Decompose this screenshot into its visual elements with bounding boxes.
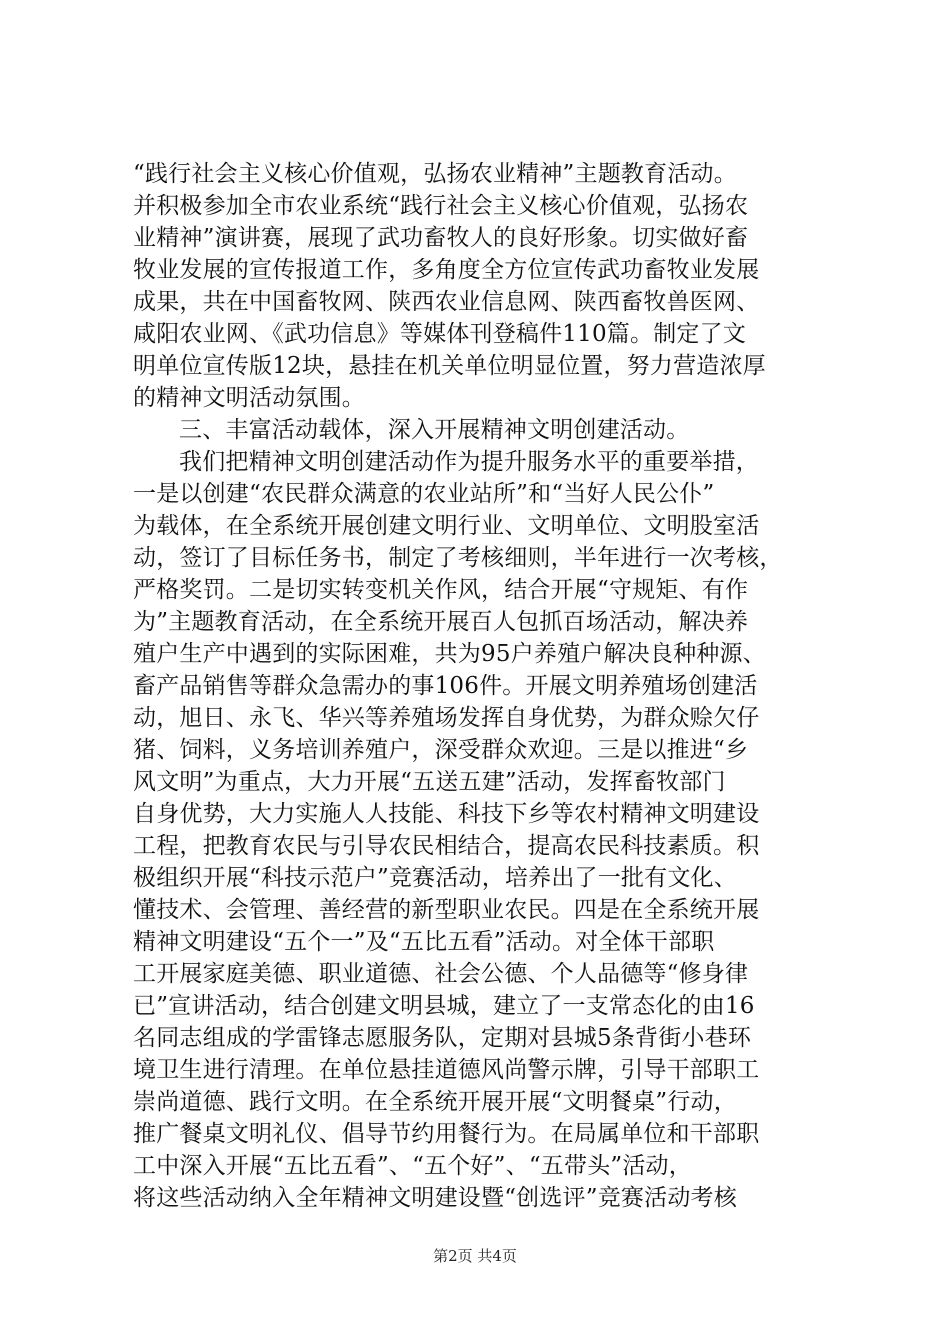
text-line: “践行社会主义核心价值观，弘扬农业精神”主题教育活动。: [133, 161, 737, 187]
text-line: 极组织开展“科技示范户”竞赛活动，培养出了一批有文化、: [133, 865, 737, 891]
text-line: 懂技术、会管理、善经营的新型职业农民。四是在全系统开展: [133, 897, 760, 923]
text-line: 一是以创建“农民群众满意的农业站所”和“当好人民公仆”: [133, 481, 715, 507]
text-line: 风文明”为重点，大力开展“五送五建”活动，发挥畜牧部门: [133, 769, 726, 795]
text-line: 并积极参加全市农业系统“践行社会主义核心价值观，弘扬农: [133, 193, 749, 219]
text-line: 为”主题教育活动，在全系统开展百人包抓百场活动，解决养: [133, 609, 749, 635]
section-heading: 三、丰富活动载体，深入开展精神文明创建活动。: [179, 417, 690, 443]
text-line: 崇尚道德、践行文明。在全系统开展开展“文明餐桌”行动，: [133, 1089, 737, 1115]
text-line: 猪、饲料，义务培训养殖户，深受群众欢迎。三是以推进“乡: [133, 737, 749, 763]
text-line: 境卫生进行清理。在单位悬挂道德风尚警示牌，引导干部职工: [133, 1057, 760, 1083]
text-line: 动，旭日、永飞、华兴等养殖场发挥自身优势，为群众赊欠仔: [133, 705, 760, 731]
text-line: 明单位宣传版12块，悬挂在机关单位明显位置，努力营造浓厚: [133, 353, 766, 379]
text-line: 将这些活动纳入全年精神文明建设暨“创选评”竞赛活动考核: [133, 1185, 737, 1211]
paragraph-start-line: 我们把精神文明创建活动作为提升服务水平的重要举措，: [179, 449, 759, 475]
text-line: 成果，共在中国畜牧网、陕西农业信息网、陕西畜牧兽医网、: [133, 289, 760, 315]
text-line: 严格奖罚。二是切实转变机关作风，结合开展“守规矩、有作: [133, 577, 749, 603]
text-line: 名同志组成的学雷锋志愿服务队，定期对县城5条背街小巷环: [133, 1025, 752, 1051]
text-line: 为载体，在全系统开展创建文明行业、文明单位、文明股室活: [133, 513, 760, 539]
text-line: 工中深入开展“五比五看”、“五个好”、“五带头”活动，: [133, 1153, 692, 1179]
text-line: 工开展家庭美德、职业道德、社会公德、个人品德等“修身律: [133, 961, 749, 987]
text-line: 工程，把教育农民与引导农民相结合，提高农民科技素质。积: [133, 833, 760, 859]
text-line: 动，签订了目标任务书，制定了考核细则，半年进行一次考核，: [133, 545, 783, 571]
text-line: 咸阳农业网、《武功信息》等媒体刊登稿件110篇。制定了文: [133, 321, 746, 347]
document-body: [133, 158, 833, 1214]
text-line: 业精神”演讲赛，展现了武功畜牧人的良好形象。切实做好畜: [133, 225, 749, 251]
text-line: 畜产品销售等群众急需办的事106件。开展文明养殖场创建活: [133, 673, 758, 699]
text-line: 牧业发展的宣传报道工作，多角度全方位宣传武功畜牧业发展: [133, 257, 760, 283]
text-line: 已”宣讲活动，结合创建文明县城，建立了一支常态化的由16: [133, 993, 755, 1019]
text-line: 精神文明建设“五个一”及“五比五看”活动。对全体干部职: [133, 929, 715, 955]
text-line: 自身优势，大力实施人人技能、科技下乡等农村精神文明建设: [133, 801, 760, 827]
text-line: 的精神文明活动氛围。: [133, 385, 365, 411]
page-number-footer: 第2页 共4页: [433, 1247, 517, 1265]
text-line: 殖户生产中遇到的实际困难，共为95户养殖户解决良种种源、: [133, 641, 766, 667]
text-line: 推广餐桌文明礼仪、倡导节约用餐行为。在局属单位和干部职: [133, 1121, 760, 1147]
